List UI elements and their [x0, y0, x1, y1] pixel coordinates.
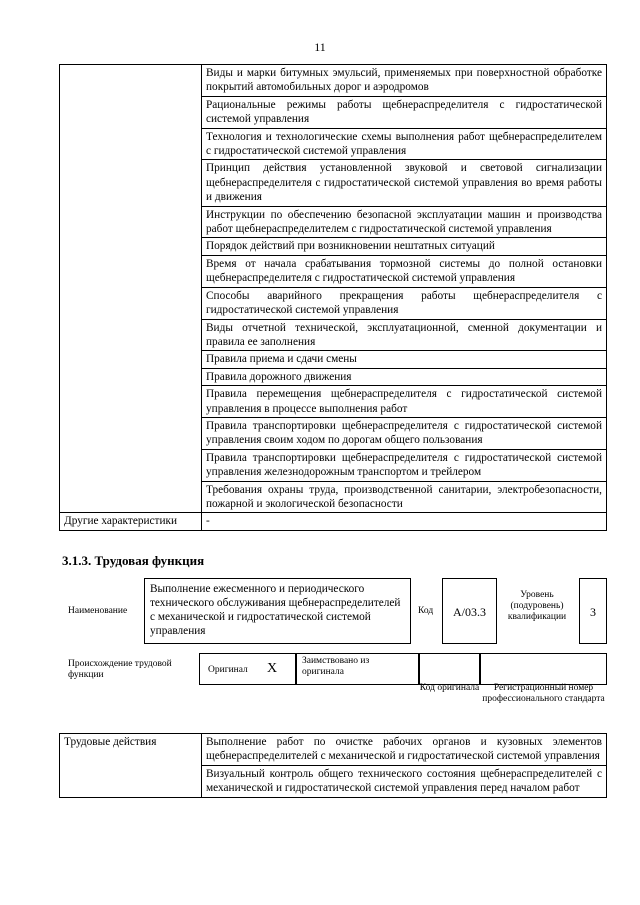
name-value: Выполнение ежесменного и периодического технического обслуживания щебнераспределителей с механической и гидростатической системой управления — [144, 578, 411, 644]
list-item: Виды отчетной технической, эксплуатационной, сменной документации и правила ее заполнения — [202, 319, 607, 351]
original-label: Оригинал — [208, 665, 248, 675]
list-item: Время от начала срабатывания тормозной системы до полной остановки щебнераспределителя с гидростатической системой управления — [202, 255, 607, 287]
reg-number-cell — [480, 653, 607, 685]
list-item: Правила перемещения щебнераспределителя с гидростатической системой управления в процессе выполнения работ — [202, 386, 607, 418]
table-row — [60, 513, 607, 530]
section-title: 3.1.3. Трудовая функция — [62, 553, 205, 568]
table-row — [60, 734, 607, 766]
code-value: А/03.3 — [442, 578, 497, 644]
code-original-caption: Код оригинала — [419, 683, 480, 693]
list-item: Правила дорожного движения — [202, 368, 607, 385]
table-row — [60, 65, 607, 97]
list-item: Способы аварийного прекращения работы щебнераспределителя с гидростатической системой управления — [202, 287, 607, 319]
reg-number-caption: Регистрационный номер профессионального стандарта — [482, 683, 605, 704]
original-mark: Х — [267, 661, 278, 676]
list-item: Правила приема и сдачи смены — [202, 351, 607, 368]
list-item: Технология и технологические схемы выполнения работ щебнераспределителем с гидростатической системой управления — [202, 128, 607, 160]
list-item: Правила транспортировки щебнераспределителя с гидростатической системой управления железнодорожным транспортом и трейлером — [202, 449, 607, 481]
list-item: Виды и марки битумных эмульсий, применяемых при поверхностной обработке покрытий автомобильных дорог и аэродромов — [202, 65, 607, 97]
original-cell — [199, 653, 296, 685]
list-item: Правила транспортировки щебнераспределителя с гидростатической системой управления своим ходом по дорогам общего пользования — [202, 417, 607, 449]
code-original-cell — [419, 653, 480, 685]
other-characteristics-value: - — [202, 513, 607, 530]
requirements-table — [59, 64, 607, 531]
borrowed-cell: Заимствовано из оригинала — [296, 653, 419, 685]
level-label: Уровень (подуровень) квалификации — [507, 590, 567, 622]
list-item: Принцип действия установленной звуковой и световой сигнализации щебнераспределителя с гидростатической системой управления во время работы и движения — [202, 160, 607, 206]
level-value: 3 — [579, 578, 607, 644]
list-item: Рациональные режимы работы щебнераспределителя с гидростатической системой управления — [202, 96, 607, 128]
page-number: 11 — [314, 40, 326, 54]
actions-label: Трудовые действия — [60, 734, 202, 798]
list-item: Выполнение работ по очистке рабочих органов и кузовных элементов щебнераспределителей с механической и гидростатической системой управления — [202, 734, 607, 766]
code-label: Код — [418, 606, 434, 616]
actions-table — [59, 733, 607, 798]
requirements-label-cell — [60, 65, 202, 513]
list-item: Визуальный контроль общего технического состояния щебнераспределителей с механической и гидростатической системой управления перед началом работ — [202, 765, 607, 797]
origin-label: Происхождение трудовой функции — [68, 659, 172, 680]
other-characteristics-label: Другие характеристики — [60, 513, 202, 530]
list-item: Порядок действий при возникновении нештатных ситуаций — [202, 238, 607, 255]
list-item: Инструкции по обеспечению безопасной эксплуатации машин и производства работ щебнераспределителем с гидростатической системой управления — [202, 206, 607, 238]
name-label: Наименование — [68, 606, 128, 616]
list-item: Требования охраны труда, производственной санитарии, электробезопасности, пожарной и экологической безопасности — [202, 481, 607, 513]
